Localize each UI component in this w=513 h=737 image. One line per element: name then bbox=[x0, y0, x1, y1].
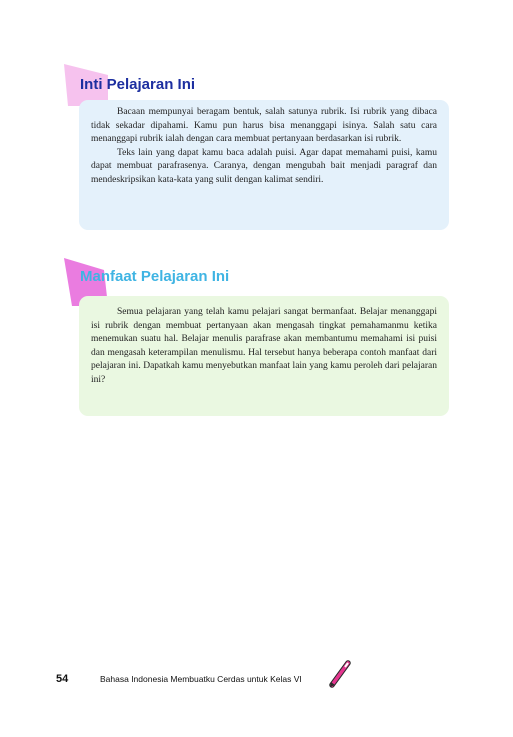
pencil-icon bbox=[328, 660, 352, 688]
section-heading: Manfaat Pelajaran Ini bbox=[80, 268, 230, 285]
section-heading: Inti Pelajaran Ini bbox=[80, 76, 196, 93]
summary-box bbox=[79, 100, 449, 230]
paragraph: Semua pelajaran yang telah kamu pelajari sangat bermanfaat. Belajar menanggapi isi rubrik dengan membuat pertanyaan akan mengasah tingkat pemahamanmu ketika menemukan suatu hal. Belajar menulis parafrase akan membantumu memahami isi puisi dan mengasah keterampilan menulismu. Hal tersebut hanya beberapa contoh manfaat dari pelajaran ini. Dapatkah kamu menyebutkan manfaat lain yang kamu peroleh dari pelajaran ini? bbox=[91, 307, 437, 385]
book-title: Bahasa Indonesia Membuatku Cerdas untuk Kelas VI bbox=[100, 674, 302, 684]
paragraph: Teks lain yang dapat kamu baca adalah puisi. Agar dapat memahami puisi, kamu dapat membuat parafrasenya. Caranya, dengan mengubah bait menjadi paragraf dan mendeskripsikan kata-kata yang sulit dengan kalimat sendiri. bbox=[91, 147, 437, 185]
page-number: 54 bbox=[56, 673, 69, 685]
benefit-box bbox=[79, 296, 449, 416]
paragraph: Bacaan mempunyai beragam bentuk, salah satunya rubrik. Isi rubrik yang dibaca tidak sekadar dipahami. Kamu pun harus bisa menanggapi isinya. Salah satu cara menanggapi rubrik ialah dengan cara membuat pertanyaan berdasarkan isi rubrik. bbox=[91, 107, 437, 144]
page-footer bbox=[0, 668, 513, 692]
